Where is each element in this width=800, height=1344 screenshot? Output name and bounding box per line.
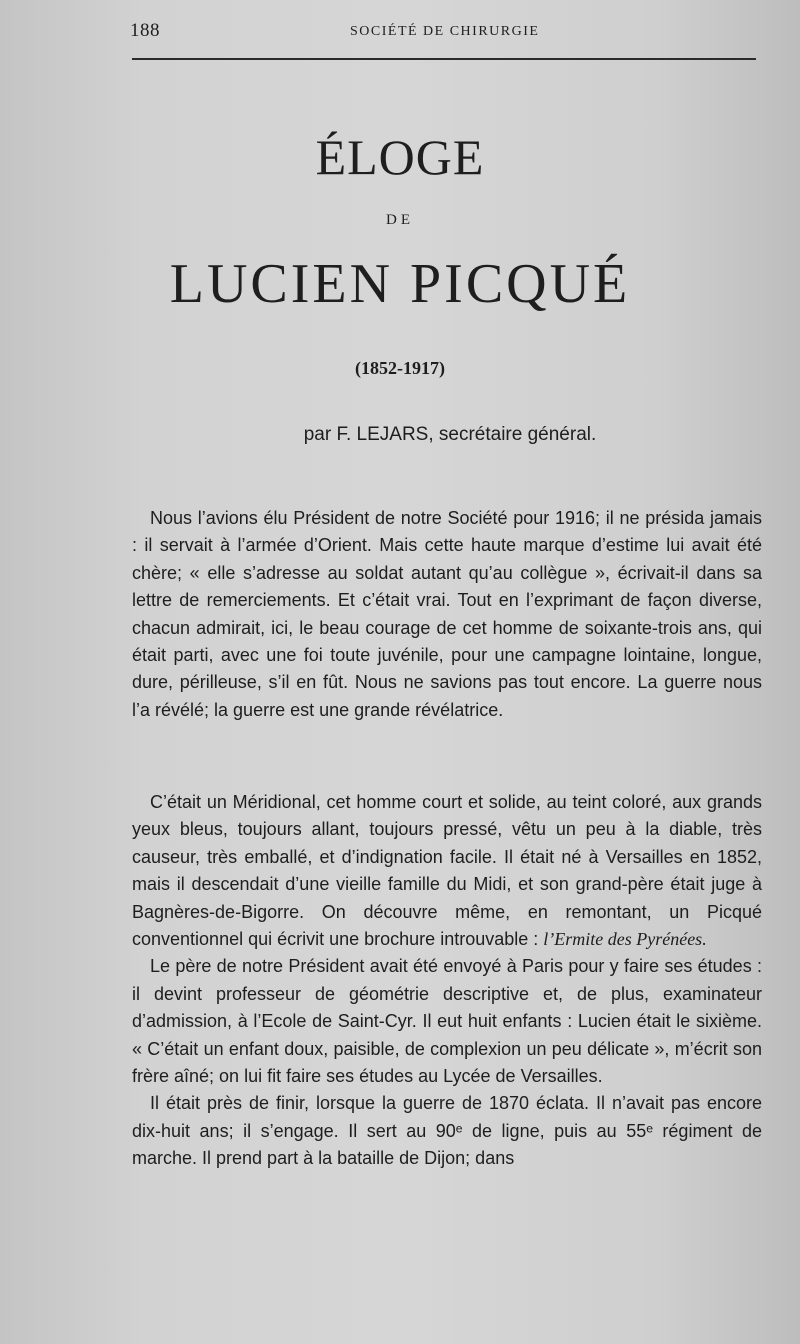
title-eloge: ÉLOGE (315, 129, 485, 185)
paragraph: Le père de notre Président avait été envoyé à Paris pour y faire ses études : il devint professeur de géométrie descriptive et, de plus, examinateur d’admission, à l’Ecole de Saint-Cyr. Il eut huit enfants : Lucien était le sixième. « C’était un enfant doux, paisible, de complexion un peu délicate », m’écrit son frère aîné; on lui fit faire ses études au Lycée de Versailles. (132, 956, 762, 1087)
text-block-opening (132, 505, 762, 724)
title-name: LUCIEN PICQUÉ (169, 253, 631, 315)
running-header (130, 20, 760, 44)
running-title: SOCIÉTÉ DE CHIRURGIE (350, 24, 540, 39)
paragraph: Il était près de finir, lorsque la guerre de 1870 éclata. Il n’avait pas encore dix-huit ans; il s’engage. Il sert au 90ᵉ de ligne, puis au 55ᵉ régiment de marche. Il prend part à la bataille de Dijon; dans (132, 1093, 762, 1169)
paragraph: Nous l’avions élu Président de notre Société pour 1916; il ne présida jamais : il servait à l’armée d’Orient. Mais cette haute marque d’estime lui avait été chère; « elle s’adresse au soldat autant qu’au collègue », écrivait-il dans sa lettre de remerciements. Et c’était vrai. Tout en l’exprimant de façon diverse, chacun admirait, ici, le beau courage de cet homme de soixante-trois ans, qui était parti, avec une foi toute juvénile, pour une campagne lointaine, longue, dure, périlleuse, s’il en fût. Nous ne savions pas tout encore. La guerre nous l’a révélé; la guerre est une grande révélatrice. (132, 508, 762, 720)
text-block-biography (132, 789, 762, 1173)
paragraph-text: C’était un Méridional, cet homme court et solide, au teint coloré, aux grands yeux bleus, toujours allant, toujours pressé, vêtu un peu à la diable, très causeur, très emballé, et d’indignation facile. Il était né à Versailles en 1852, mais il descendait d’une vieille famille du Midi, et son grand-père était juge à Bagnères-de-Bigorre. On découvre même, en remontant, un Picqué conventionnel qui écrivit une brochure introuvable : (132, 792, 762, 950)
page-number: 188 (130, 20, 160, 41)
title-de: DE (386, 212, 414, 228)
paragraph (132, 789, 762, 953)
italic-title: l’Ermite des Pyrénées. (543, 929, 707, 950)
author-byline: par F. LEJARS, secrétaire général. (303, 424, 597, 445)
header-rule (132, 58, 756, 60)
title-dates: (1852-1917) (355, 358, 445, 378)
